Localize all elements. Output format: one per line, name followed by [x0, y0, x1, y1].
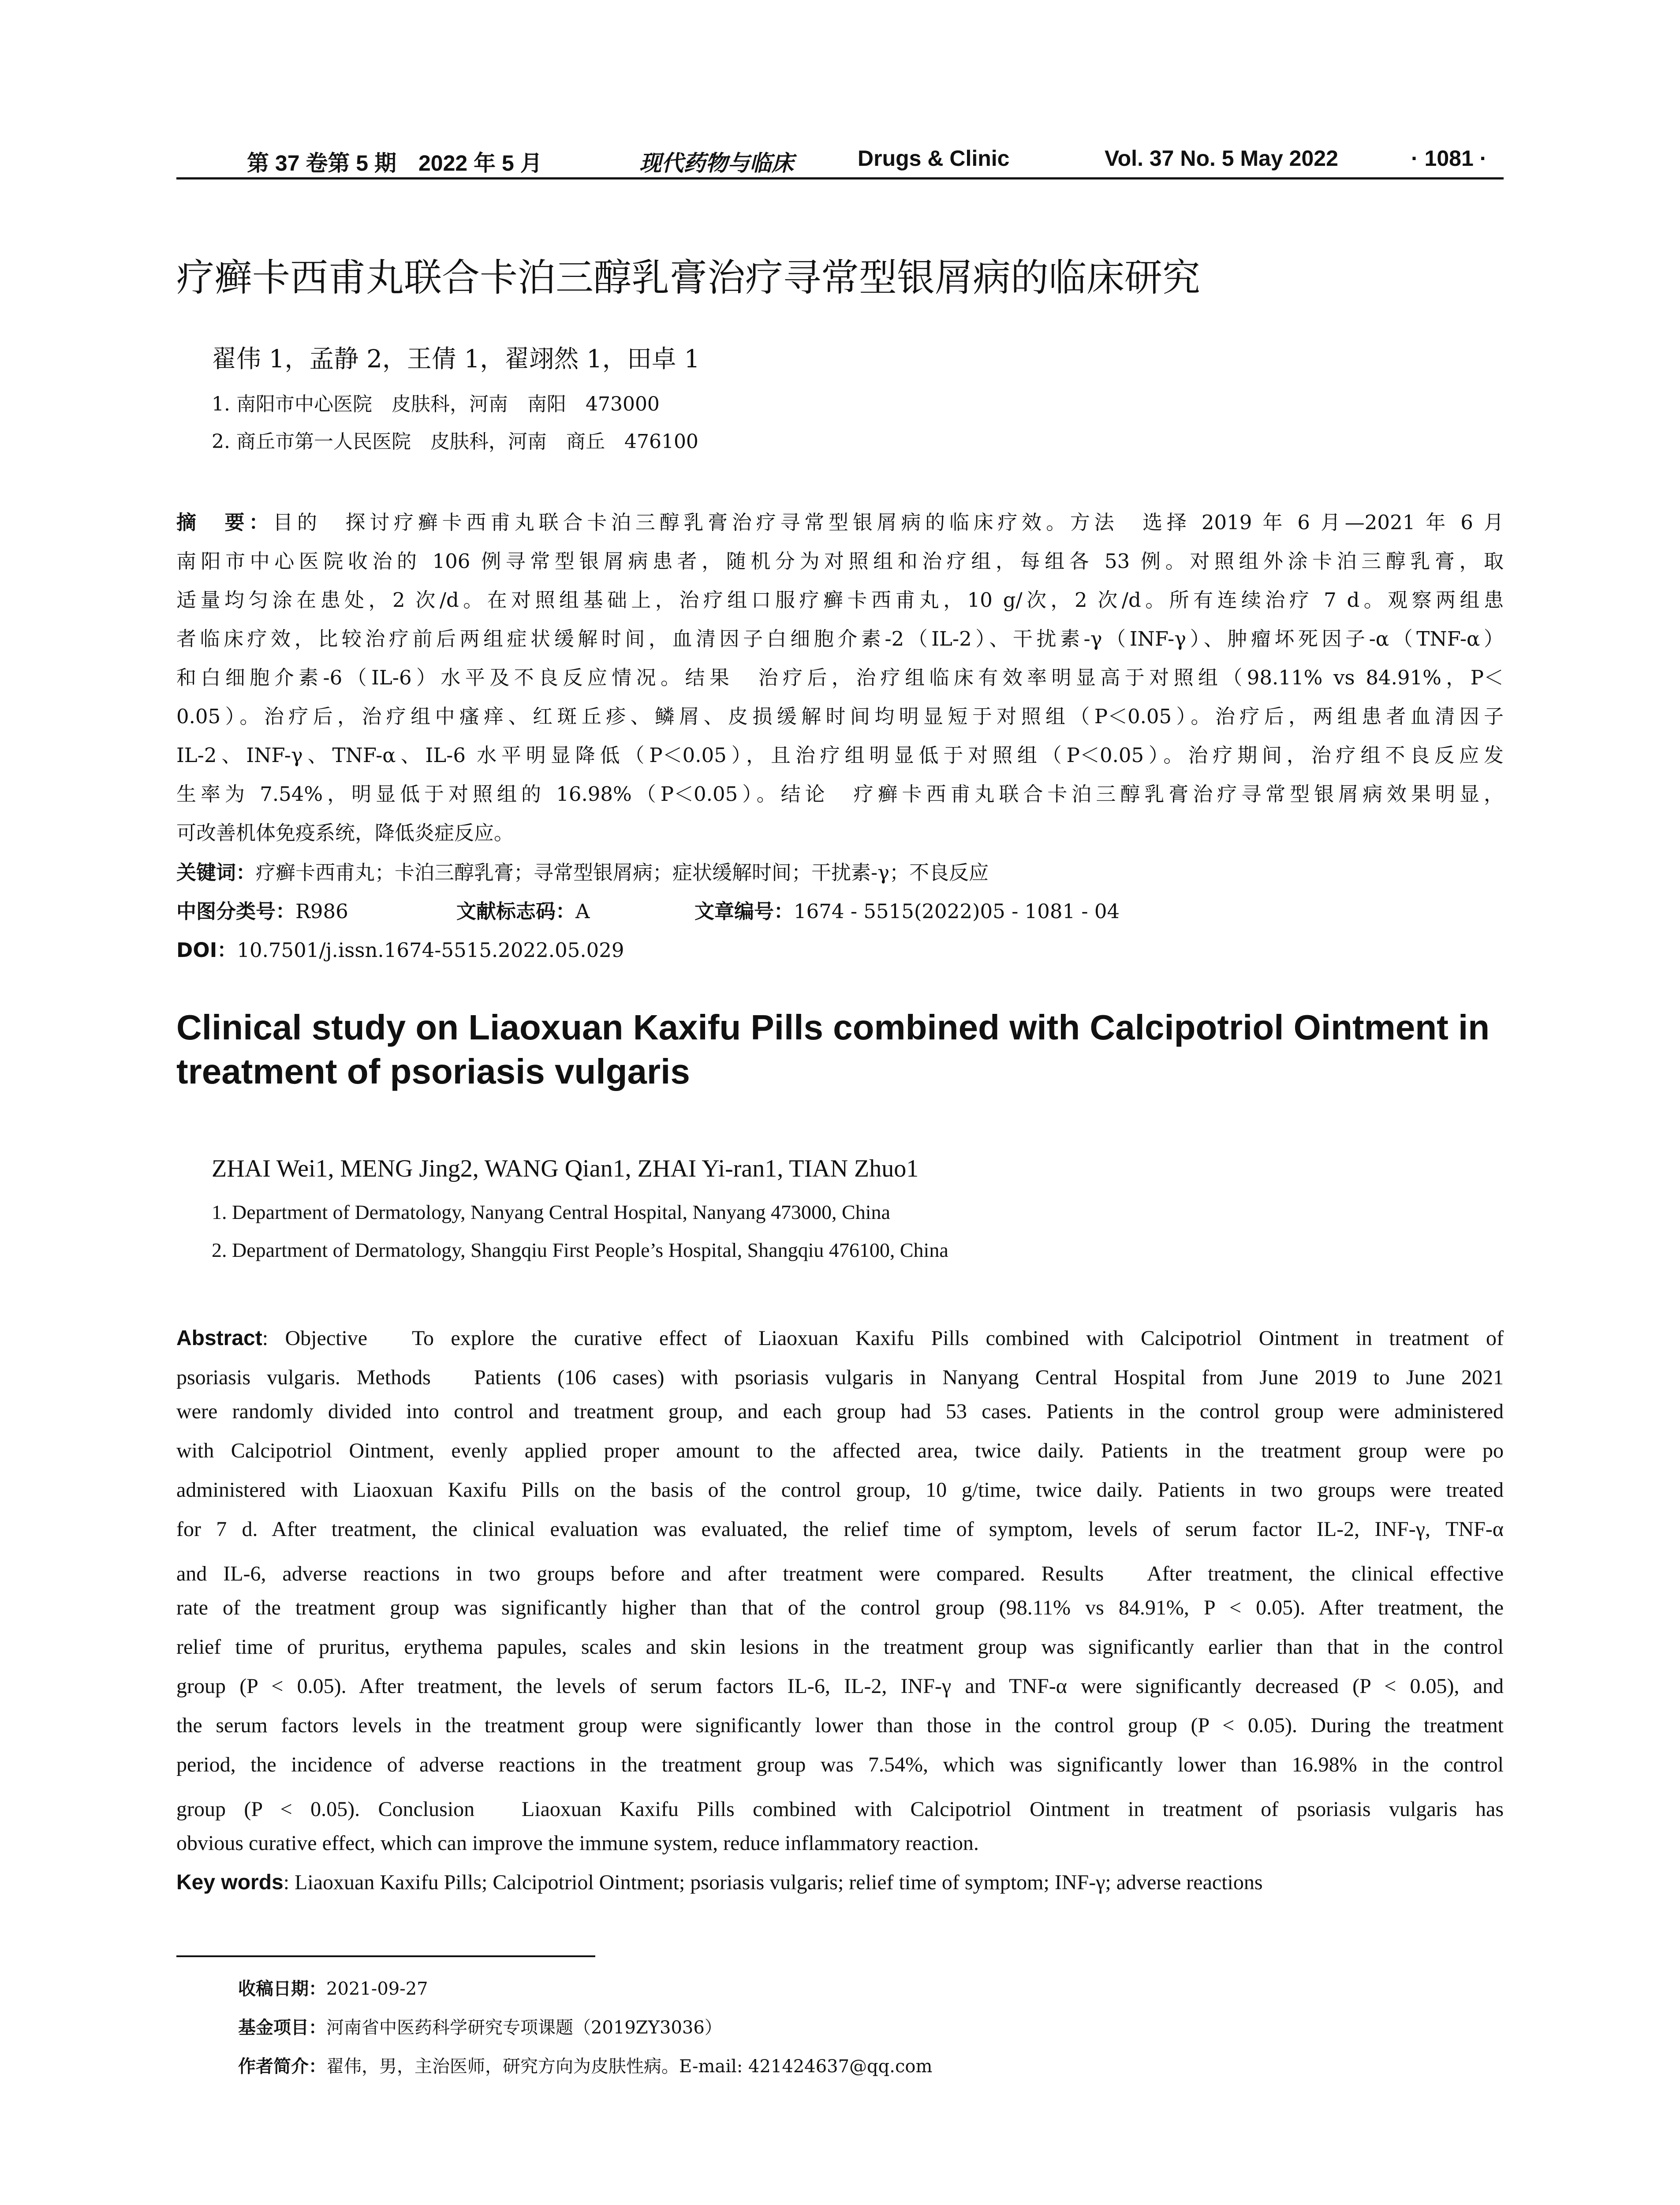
cn-abstract-label: 摘 要： — [176, 511, 273, 534]
en-authors: ZHAI Wei1, MENG Jing2, WANG Qian1, ZHAI Yi-ran1, TIAN Zhuo1 — [212, 1155, 919, 1182]
en-keywords — [176, 1870, 1504, 1895]
en-keywords-label: Key words — [176, 1871, 284, 1894]
fund-text: 河南省中医药科学研究专项课题（2019ZY3036） — [326, 2018, 722, 2038]
header-page-number: · 1081 · — [1411, 146, 1487, 171]
footnote-author — [238, 2052, 932, 2078]
clc-label: 中图分类号： — [176, 900, 296, 923]
cn-title: 疗癣卡西甫丸联合卡泊三醇乳膏治疗寻常型银屑病的临床研究 — [176, 256, 1200, 300]
cn-authors: 翟伟 1，孟静 2，王倩 1，翟翊然 1，田卓 1 — [212, 345, 700, 374]
cn-affiliation-2: 2. 商丘市第一人民医院 皮肤科，河南 商丘 476100 — [212, 430, 698, 453]
en-abstract-line: relief time of pruritus, erythema papules, scales and skin lesions in the treatment group was significantly earlier than that in the control — [176, 1635, 1504, 1659]
en-abstract-line: group (P < 0.05). After treatment, the levels of serum factors IL-6, IL-2, INF-γ and TNF-α were significantly decreased (P < 0.05), and — [176, 1674, 1504, 1698]
cn-abstract-line: 摘 要：目的 探讨疗癣卡西甫丸联合卡泊三醇乳膏治疗寻常型银屑病的临床疗效。方法 选择 2019 年 6 月—2021 年 6 月 — [176, 511, 1504, 534]
en-abstract-line: and IL-6, adverse reactions in two groups before and after treatment were compared. Results After treatment, the clinical effective — [176, 1562, 1504, 1585]
article-no-label: 文章编号： — [694, 900, 794, 923]
header-journal-en: Drugs & Clinic — [858, 146, 1010, 171]
doccode-label: 文献标志码： — [456, 900, 576, 923]
en-abstract-line: for 7 d. After treatment, the clinical evaluation was evaluated, the relief time of symptom, levels of serum factor IL-2, INF-γ, TNF-α — [176, 1517, 1504, 1541]
doccode-value: A — [575, 900, 590, 923]
cn-article-number — [694, 895, 1120, 924]
header-rule — [176, 177, 1504, 179]
cn-classification — [176, 895, 348, 924]
en-abstract-line: the serum factors levels in the treatment group were significantly lower than those in the control group (P < 0.05). During the treatment — [176, 1714, 1504, 1737]
cn-document-code — [456, 895, 590, 924]
en-abstract-label: Abstract — [176, 1327, 262, 1350]
cn-abstract-line: 0.05）。治疗后，治疗组中瘙痒、红斑丘疹、鳞屑、皮损缓解时间均明显短于对照组（P＜0.05）。治疗后，两组患者血清因子 — [176, 705, 1504, 728]
author-bio-text: 翟伟，男，主治医师，研究方向为皮肤性病。E-mail: 421424637@qq.com — [326, 2056, 933, 2077]
received-label: 收稿日期： — [238, 1979, 326, 1999]
cn-abstract-line: 和白细胞介素-6（IL-6）水平及不良反应情况。结果 治疗后，治疗组临床有效率明显高于对照组（98.11% vs 84.91%，P＜ — [176, 666, 1504, 689]
en-affiliation-1: 1. Department of Dermatology, Nanyang Central Hospital, Nanyang 473000, China — [212, 1201, 890, 1223]
fund-label: 基金项目： — [238, 2018, 326, 2038]
en-abstract-line: period, the incidence of adverse reactions in the treatment group was 7.54%, which was significantly lower than 16.98% in the control — [176, 1753, 1504, 1776]
en-affiliation-2: 2. Department of Dermatology, Shangqiu First People’s Hospital, Shangqiu 476100, China — [212, 1239, 948, 1261]
header-journal-cn: 现代药物与临床 — [639, 150, 794, 176]
header-volume-cn: 第 37 卷第 5 期 2022 年 5 月 — [247, 151, 542, 176]
en-abstract-line: administered with Liaoxuan Kaxifu Pills on the basis of the control group, 10 g/time, twice daily. Patients in two groups were treated — [176, 1478, 1504, 1502]
en-keywords-text: : Liaoxuan Kaxifu Pills; Calcipotriol Ointment; psoriasis vulgaris; relief time of symptom; INF-γ; adverse reactions — [283, 1871, 1263, 1894]
cn-keywords — [176, 856, 989, 885]
cn-abstract-line: 南阳市中心医院收治的 106 例寻常型银屑病患者，随机分为对照组和治疗组，每组各 53 例。对照组外涂卡泊三醇乳膏，取 — [176, 549, 1504, 573]
header-volume-en: Vol. 37 No. 5 May 2022 — [1105, 146, 1338, 171]
en-title: Clinical study on Liaoxuan Kaxifu Pills combined with Calcipotriol Ointment in treatment of psoriasis vulgaris — [176, 1008, 1490, 1091]
article-no-value: 1674 - 5515(2022)05 - 1081 - 04 — [794, 900, 1120, 923]
cn-abstract-line: 可改善机体免疫系统，降低炎症反应。 — [176, 821, 514, 845]
en-abstract-line: were randomly divided into control and treatment group, and each group had 53 cases. Patients in the control group were administered — [176, 1400, 1504, 1423]
clc-value: R986 — [295, 900, 348, 923]
cn-keywords-label: 关键词： — [176, 861, 256, 884]
doi-value: 10.7501/j.issn.1674-5515.2022.05.029 — [237, 938, 624, 962]
footnote-fund — [238, 2014, 722, 2039]
en-abstract-line: with Calcipotriol Ointment, evenly applied proper amount to the affected area, twice daily. Patients in the treatment group were po — [176, 1439, 1504, 1462]
doi — [176, 934, 624, 963]
en-abstract-line: obvious curative effect, which can improve the immune system, reduce inflammatory reaction. — [176, 1831, 979, 1855]
en-abstract-line: Abstract: Objective To explore the curative effect of Liaoxuan Kaxifu Pills combined with Calcipotriol Ointment in treatment of — [176, 1327, 1504, 1350]
cn-keywords-text: 疗癣卡西甫丸；卡泊三醇乳膏；寻常型银屑病；症状缓解时间；干扰素-γ；不良反应 — [256, 861, 989, 884]
footnote-rule — [176, 1955, 595, 1957]
en-abstract-line: rate of the treatment group was significantly higher than that of the control group (98.11% vs 84.91%, P < 0.05). After treatment, the — [176, 1596, 1504, 1619]
en-abstract-line: psoriasis vulgaris. Methods Patients (106 cases) with psoriasis vulgaris in Nanyang Central Hospital from June 2019 to June 2021 — [176, 1366, 1504, 1389]
footnote-received — [238, 1975, 428, 2000]
cn-abstract-line: 生率为 7.54%，明显低于对照组的 16.98%（P＜0.05）。结论 疗癣卡西甫丸联合卡泊三醇乳膏治疗寻常型银屑病效果明显， — [176, 782, 1504, 806]
cn-abstract-line: IL-2、INF-γ、TNF-α、IL-6 水平明显降低（P＜0.05），且治疗组明显低于对照组（P＜0.05）。治疗期间，治疗组不良反应发 — [176, 744, 1504, 767]
author-bio-label: 作者简介： — [238, 2056, 326, 2077]
doi-label: DOI： — [176, 938, 237, 962]
running-header — [176, 141, 1504, 181]
en-abstract-line: group (P < 0.05). Conclusion Liaoxuan Kaxifu Pills combined with Calcipotriol Ointment in treatment of psoriasis vulgaris has — [176, 1798, 1504, 1821]
cn-abstract-line: 适量均匀涂在患处，2 次/d。在对照组基础上，治疗组口服疗癣卡西甫丸，10 g/次，2 次/d。所有连续治疗 7 d。观察两组患 — [176, 588, 1504, 612]
cn-affiliation-1: 1. 南阳市中心医院 皮肤科，河南 南阳 473000 — [212, 393, 660, 415]
cn-abstract-line: 者临床疗效，比较治疗前后两组症状缓解时间，血清因子白细胞介素-2（IL-2）、干扰素-γ（INF-γ）、肿瘤坏死因子-α（TNF-α） — [176, 627, 1504, 650]
received-date: 2021-09-27 — [326, 1979, 428, 1999]
